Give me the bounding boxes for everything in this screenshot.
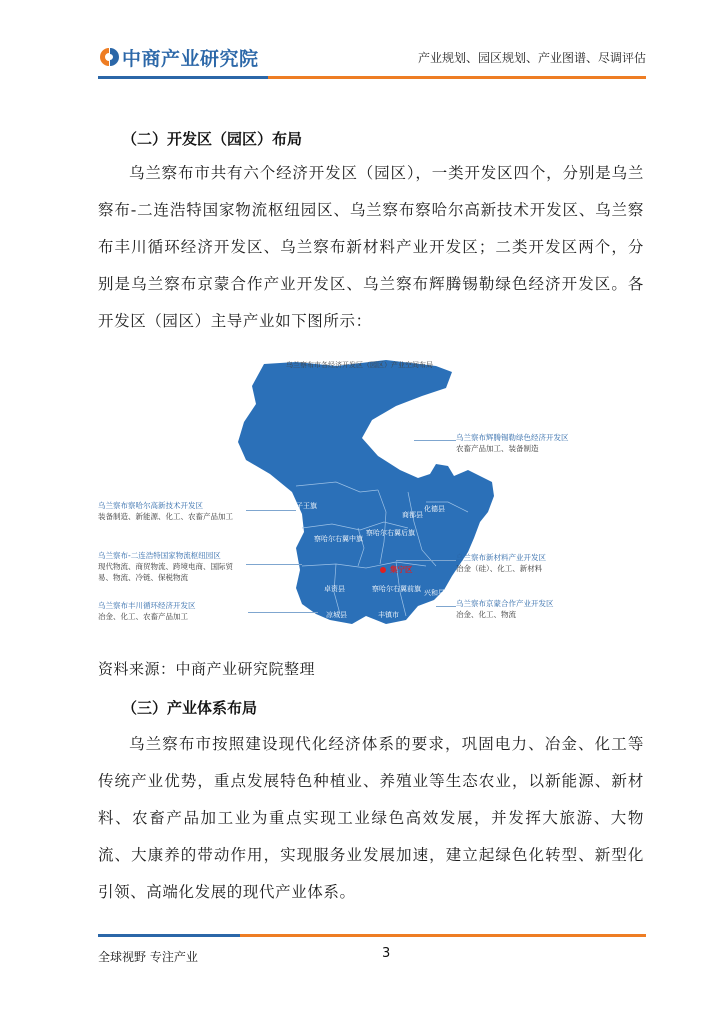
page-number: 3	[382, 946, 391, 961]
callout-desc: 现代物流、商贸物流、跨境电商、国际贸易、物流、冷链、保税物流	[98, 562, 233, 582]
callout-desc: 冶金、化工、物流	[456, 610, 516, 619]
logo-text: 中商产业研究院	[122, 47, 259, 70]
callout-chahar	[98, 500, 248, 522]
section-title-industry-system: （三）产业体系布局	[122, 699, 258, 717]
paragraph-industry-system: 乌兰察布市按照建设现代化经济体系的要求，巩固电力、冶金、化工等传统产业优势，重点发展特色种植业、养殖业等生态农业，以新能源、新材料、农畜产品加工业为重点实现工业绿色高效发展，并发挥大旅游、大物流、大康养的带动作用，实现服务业发展加速，建立起绿色化转型、新型化引领、高端化发展的现代产业体系。	[98, 735, 644, 901]
footer-rule-orange	[240, 934, 646, 937]
section-title-development-zones: （二）开发区（园区）布局	[122, 130, 303, 148]
callout-title: 乌兰察布-二连浩特国家物流枢纽园区	[98, 551, 221, 560]
region-label: 察哈尔右翼中旗	[314, 535, 363, 543]
figure-source: 资料来源：中商产业研究院整理	[98, 660, 316, 678]
header-rule-orange	[268, 76, 646, 79]
callout-title: 乌兰察布丰川循环经济开发区	[98, 601, 196, 610]
callout-title: 乌兰察布新材料产业开发区	[456, 553, 546, 562]
callout-desc: 农畜产品加工、装备制造	[456, 444, 539, 453]
region-label: 察哈尔右翼后旗	[366, 529, 415, 537]
region-label: 察哈尔右翼前旗	[372, 585, 421, 593]
callout-desc: 装备制造、新能源、化工、农畜产品加工	[98, 512, 233, 521]
region-label: 丰镇市	[378, 611, 399, 619]
callout-huitengxile	[456, 432, 596, 454]
callout-jingmeng	[456, 598, 596, 620]
region-label: 化德县	[424, 505, 445, 513]
callout-line	[246, 510, 296, 511]
paragraph-development-zones: 乌兰察布市共有六个经济开发区（园区），一类开发区四个，分别是乌兰察布-二连浩特国家物流枢纽园区、乌兰察布察哈尔高新技术开发区、乌兰察布丰川循环经济开发区、乌兰察布新材料产业开发区；二类开发区两个，分别是乌兰察布京蒙合作产业开发区、乌兰察布辉腾锡勒绿色经济开发区。各开发区（园区）主导产业如下图所示：	[98, 164, 644, 330]
header-rule-blue	[98, 76, 268, 79]
footer-rule-blue	[98, 934, 240, 937]
callout-line	[396, 560, 456, 561]
region-label: 凉城县	[326, 611, 347, 619]
figure-title: 乌兰察布市各经济开发区（园区）产业空间布局	[286, 361, 433, 369]
callout-line	[248, 612, 318, 613]
callout-fengchuan	[98, 600, 248, 622]
region-label: 商都县	[402, 511, 423, 519]
header-tagline: 产业规划、园区规划、产业图谱、尽调评估	[417, 51, 646, 65]
callout-new-materials	[456, 552, 596, 574]
region-label: 四子王旗	[289, 502, 317, 510]
map-figure	[96, 352, 656, 648]
callout-line	[246, 564, 302, 565]
logo	[98, 44, 259, 70]
callout-logistics-hub	[98, 550, 246, 583]
callout-line	[414, 440, 456, 441]
region-label: 卓资县	[324, 585, 345, 593]
callout-line	[436, 606, 456, 607]
city-marker	[380, 567, 386, 573]
callout-desc: 冶金、化工、农畜产品加工	[98, 612, 188, 621]
city-label: 集宁区	[390, 565, 413, 574]
callout-title: 乌兰察布察哈尔高新技术开发区	[98, 501, 203, 510]
region-label: 兴和县	[424, 589, 445, 597]
callout-title: 乌兰察布辉腾锡勒绿色经济开发区	[456, 433, 569, 442]
callout-desc: 冶金（硅）、化工、新材料	[456, 564, 543, 573]
callout-title: 乌兰察布京蒙合作产业开发区	[456, 599, 554, 608]
footer-slogan: 全球视野 专注产业	[98, 950, 198, 964]
logo-icon	[98, 46, 120, 68]
page-header	[0, 0, 724, 90]
